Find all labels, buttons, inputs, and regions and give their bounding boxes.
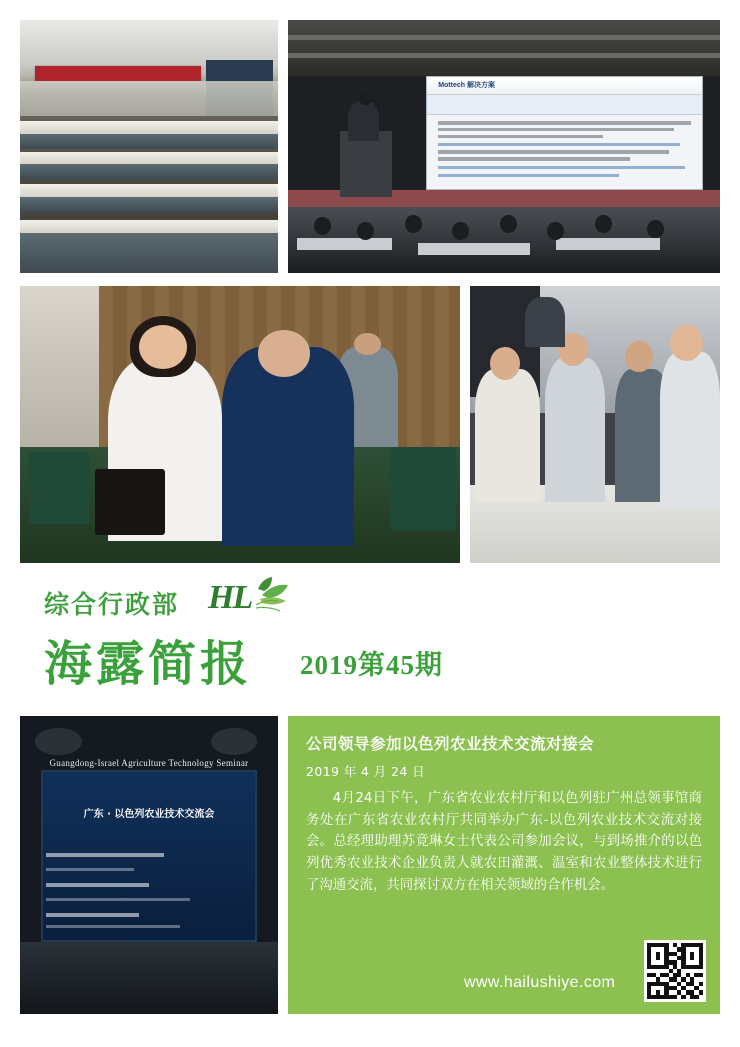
desk-row [20, 121, 278, 134]
woman-head [139, 325, 187, 369]
chair [29, 452, 91, 524]
qr-code[interactable] [644, 940, 706, 1002]
slide-bullet-line-cn [438, 174, 619, 177]
red-banner [35, 66, 200, 81]
screen-text-line [46, 925, 180, 928]
audience-head [405, 215, 422, 233]
photo-tasting-group [470, 286, 720, 563]
slide-bullet-line [438, 128, 674, 131]
side-wall [20, 286, 99, 458]
department-label: 综合行政部 [44, 592, 180, 619]
podium [340, 131, 392, 197]
screen-text-line [46, 898, 190, 901]
attendee-head [670, 325, 703, 361]
audience-desk [297, 238, 392, 251]
seat-row [20, 197, 278, 212]
attendee-head [490, 347, 520, 380]
desk-row [20, 220, 278, 233]
logo-text: HL [208, 579, 252, 616]
article-date: 2019 年 4 月 24 日 [306, 764, 426, 779]
screen-text-line [46, 913, 139, 917]
background-person-head [354, 333, 380, 355]
desk-row [20, 152, 278, 165]
photo-attendees-pair [20, 286, 460, 563]
slide-bullet-line-cn [438, 143, 680, 146]
projection-screen [426, 76, 702, 190]
handbag [95, 469, 165, 535]
audience-head [647, 220, 664, 238]
speaker-figure [348, 101, 378, 141]
attendee-figure [545, 358, 605, 502]
screen-text-line [46, 853, 165, 857]
speaker-head [359, 91, 372, 105]
seat-row [20, 134, 278, 149]
slide-bullet-line [438, 150, 669, 153]
company-logo [200, 575, 310, 623]
article-body: 4月24日下午，广东省农业农村厅和以色列驻广州总领事馆商务处在广东省农业农村厅共同举办广东-以色列农业技术交流对接会。总经理助理苏竟琳女士代表公司参加会议，与到场推介的以色列优秀农业技术企业负责人就农田灌溉、温室和农业整体技术进行了沟通交流，共同探讨双方在相关领域的合作机会。 [306, 791, 702, 893]
seat-row [20, 164, 278, 179]
man-figure [222, 347, 354, 546]
seat-row [20, 233, 278, 273]
stage-floor [20, 942, 278, 1014]
audience-desk [556, 238, 660, 251]
audience-head [500, 215, 517, 233]
ceiling-beam [288, 35, 720, 40]
slide-bullet-line [438, 135, 603, 138]
attendee-figure [660, 352, 720, 507]
slide-bullet-line [438, 157, 630, 160]
slide-brandbar [427, 95, 701, 115]
slide-bullet-line-cn [438, 166, 685, 169]
slide-brand-label: Mottech 解决方案 [438, 82, 495, 89]
audience-head [314, 217, 331, 235]
screen-title-cn: 广东 · 以色列农业技术交流会 [83, 809, 215, 821]
audience-head [595, 215, 612, 233]
chair [390, 447, 456, 530]
screen-text-line [46, 868, 134, 871]
issue-label: 2019第45期 [300, 650, 443, 680]
ceiling-light [35, 728, 81, 755]
page-title: 海露简报 [44, 638, 253, 691]
photo-presentation [288, 20, 720, 273]
photo-seminar-room [20, 20, 278, 273]
audience-desk [418, 243, 530, 256]
back-wall [20, 81, 278, 116]
article-headline: 公司领导参加以色列农业技术交流对接会 [306, 736, 595, 753]
photo-stage-screen [20, 716, 278, 1014]
desk-row [20, 184, 278, 197]
masthead [0, 573, 740, 713]
ceiling-light [211, 728, 257, 755]
ceiling-region [20, 20, 278, 66]
screen-text-line [46, 883, 149, 887]
attendee-head [625, 341, 653, 371]
page-footer-strip [0, 1014, 740, 1047]
attendee-figure [475, 369, 540, 502]
screen-title-en: Guangdong-Israel Agriculture Technology Seminar [49, 757, 249, 768]
ceiling-region [288, 20, 720, 76]
qr-grid [647, 943, 703, 999]
article-panel [288, 716, 720, 1014]
ceiling-beam [288, 53, 720, 58]
website-url[interactable]: www.hailushiye.com [464, 974, 616, 991]
attendee-figure [525, 297, 565, 347]
slide-bullet-line [438, 121, 691, 124]
